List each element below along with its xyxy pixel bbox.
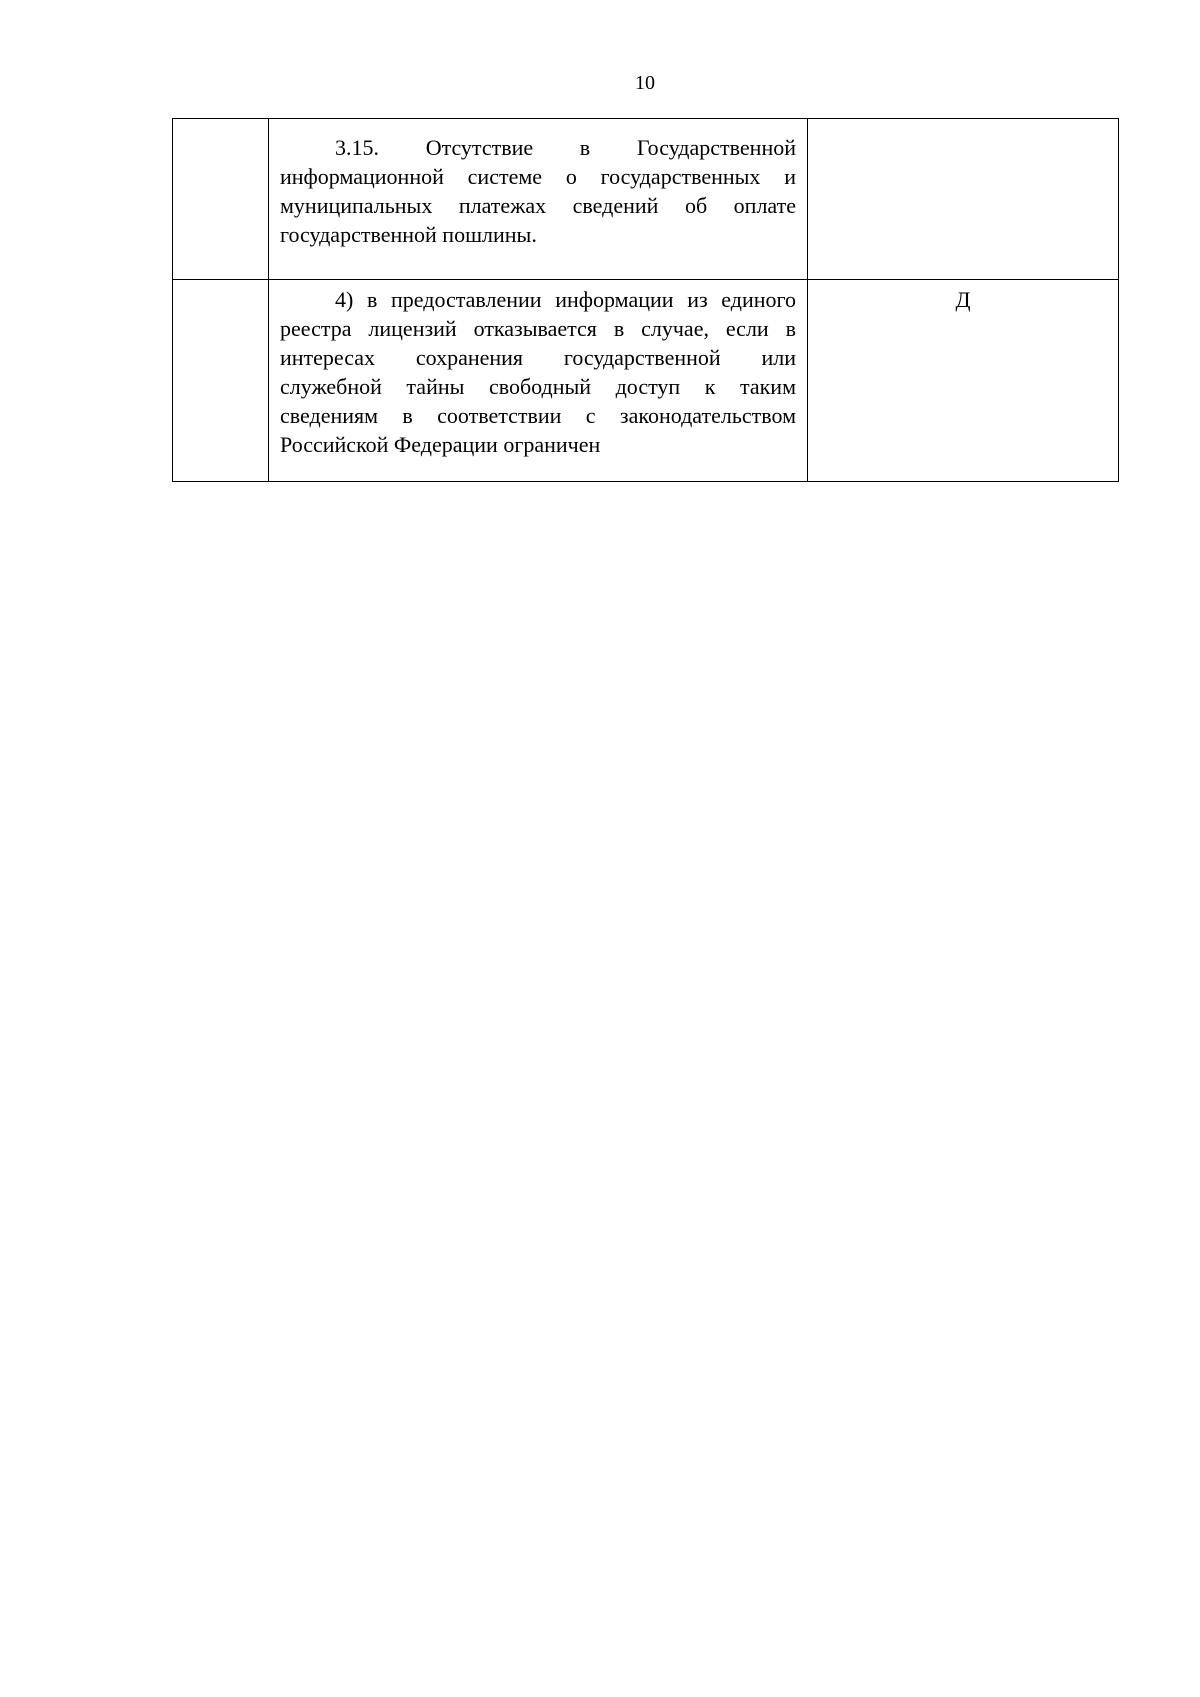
table-cell-text — [269, 119, 808, 280]
document-table — [172, 118, 1119, 482]
page-number: 10 — [635, 72, 655, 94]
table-cell-mark — [808, 119, 1119, 280]
mark-value — [808, 119, 1118, 124]
table-cell-text — [269, 280, 808, 482]
table-row — [173, 119, 1119, 280]
table-cell-mark — [808, 280, 1119, 482]
table-row — [173, 280, 1119, 482]
mark-value: Д — [955, 287, 971, 312]
table-cell-number — [173, 280, 269, 482]
cell-paragraph: 4) в предоставлении информации из единого реестра лицензий отказывается в случае, если в интересах сохранения государственной или служебной тайны свободный доступ к таким сведениям в соответствии с законодательством Российской Федерации ограничен — [280, 287, 796, 457]
table-cell-number — [173, 119, 269, 280]
cell-paragraph: 3.15. Отсутствие в Государственной информационной системе о государственных и муниципальных платежах сведений об оплате государственной пошлины. — [280, 135, 796, 247]
